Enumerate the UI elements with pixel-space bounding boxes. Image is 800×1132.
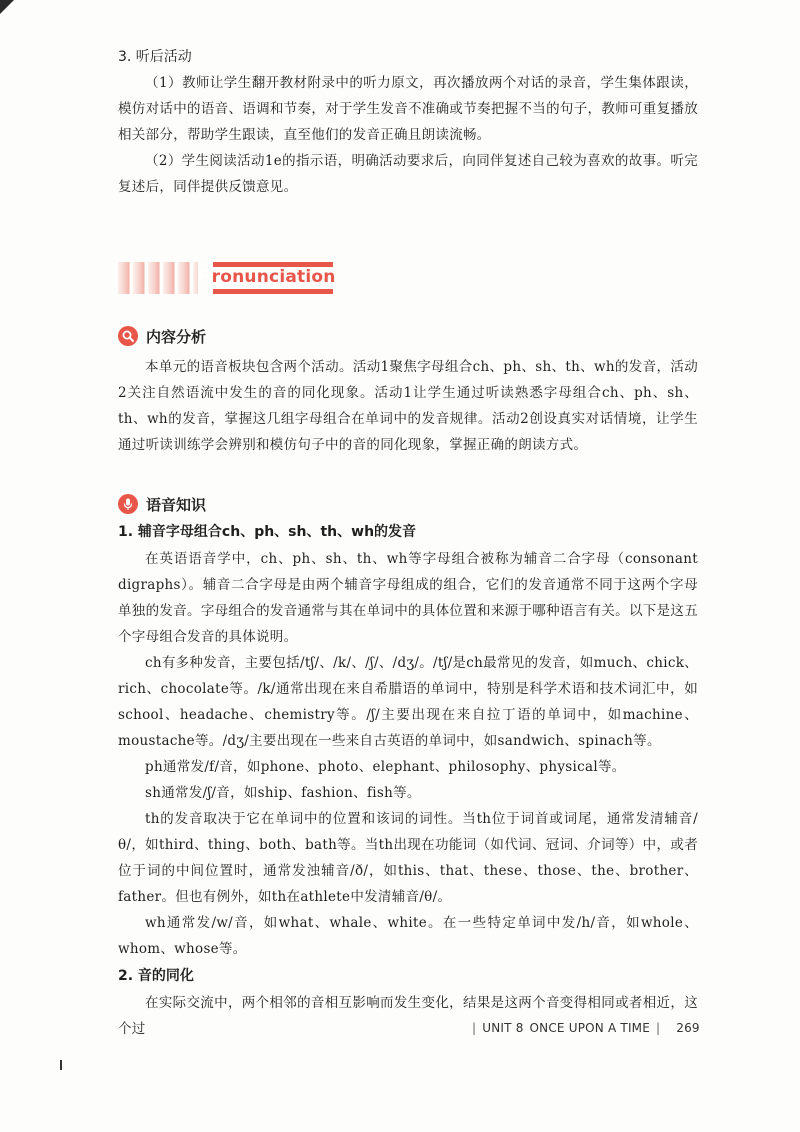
subsection-heading: 2. 音的同化 <box>118 968 194 984</box>
section-after-listening <box>118 44 698 200</box>
paragraph: sh通常发/ʃ/音，如ship、fashion、fish等。 <box>145 785 421 801</box>
margin-mark <box>60 1060 62 1070</box>
section-heading: 3. 听后活动 <box>118 49 192 65</box>
footer-separator: | <box>472 1021 477 1035</box>
paragraph: 本单元的语音板块包含两个活动。活动1聚焦字母组合ch、ph、sh、th、wh的发音，活动2关注自然语流中发生的音的同化现象。活动1让学生通过听读熟悉字母组合ch、ph、sh、th、wh的发音，掌握这几组字母组合在单词中的发音规律。活动2创设真实对话情境，让学生通过听读训练学会辨别和模仿句子中的音的同化现象，掌握正确的朗读方式。 <box>118 359 698 453</box>
paragraph: （1）教师让学生翻开教材附录中的听力原文，再次播放两个对话的录音，学生集体跟读，模仿对话中的语音、语调和节奏，对于学生发音不准确或节奏把握不当的句子，教师可重复播放相关部分，帮助学生跟读，直至他们的发音正确且朗读流畅。 <box>118 75 698 143</box>
section-head <box>118 490 698 518</box>
section-content-analysis <box>118 322 698 458</box>
paragraph: th的发音取决于它在单词中的位置和该词的词性。当th位于词首或词尾，通常发清辅音/θ/，如third、thing、both、bath等。当th出现在功能词（如代词、冠词、介词等）中，或者位于词的中间位置时，通常发浊辅音/ð/，如this、that、these、those、the、brother、father。但也有例外，如th在athlete中发清辅音/θ/。 <box>118 811 698 905</box>
footer-unit: UNIT 8 <box>482 1021 524 1035</box>
banner-title <box>198 267 338 287</box>
page-corner-mark <box>0 0 14 14</box>
banner-title-initial: P <box>198 267 211 287</box>
paragraph: ch有多种发音，主要包括/tʃ/、/k/、/ʃ/、/dʒ/。/tʃ/是ch最常见的发音，如much、chick、rich、chocolate等。/k/通常出现在来自希腊语的单词中，特别是科学术语和技术词汇中，如school、headache、chemistry等。/ʃ/主要出现在来自拉丁语的单词中，如machine、moustache等。/dʒ/主要出现在一些来自古英语的单词中，如sandwich、spinach等。 <box>118 655 698 749</box>
paragraph: 在实际交流中，两个相邻的音相互影响而发生变化，结果是这两个音变得相同或者相近，这个过 <box>118 995 698 1037</box>
paragraph: wh通常发/w/音，如what、whale、white。在一些特定单词中发/h/音，如whole、whom、whose等。 <box>118 915 698 957</box>
footer-unit-title: ONCE UPON A TIME <box>529 1021 651 1035</box>
section-title: 语音知识 <box>146 495 207 514</box>
banner-title-rest: ronunciation <box>211 267 336 287</box>
page-footer <box>472 1021 700 1035</box>
section-phonetic-knowledge <box>118 490 698 1042</box>
section-title: 内容分析 <box>146 327 207 346</box>
subsection-heading: 1. 辅音字母组合ch、ph、sh、th、wh的发音 <box>118 524 417 540</box>
paragraph: ph通常发/f/音，如phone、photo、elephant、philosophy、physical等。 <box>145 759 626 775</box>
section-head <box>118 322 698 350</box>
page-number: 269 <box>676 1021 700 1035</box>
paragraph: （2）学生阅读活动1e的指示语，明确活动要求后，向同伴复述自己较为喜欢的故事。听完复述后，同伴提供反馈意见。 <box>118 153 698 195</box>
footer-separator: | <box>656 1021 661 1035</box>
microphone-icon <box>118 494 138 514</box>
banner-stripes <box>118 262 198 294</box>
pronunciation-banner <box>118 262 358 294</box>
search-icon <box>118 326 138 346</box>
paragraph: 在英语语音学中，ch、ph、sh、th、wh等字母组合被称为辅音二合字母（consonant digraphs）。辅音二合字母是由两个辅音字母组成的组合，它们的发音通常不同于这两个字母单独的发音。字母组合的发音通常与其在单词中的具体位置和来源于哪种语言有关。以下是这五个字母组合发音的具体说明。 <box>118 551 698 645</box>
